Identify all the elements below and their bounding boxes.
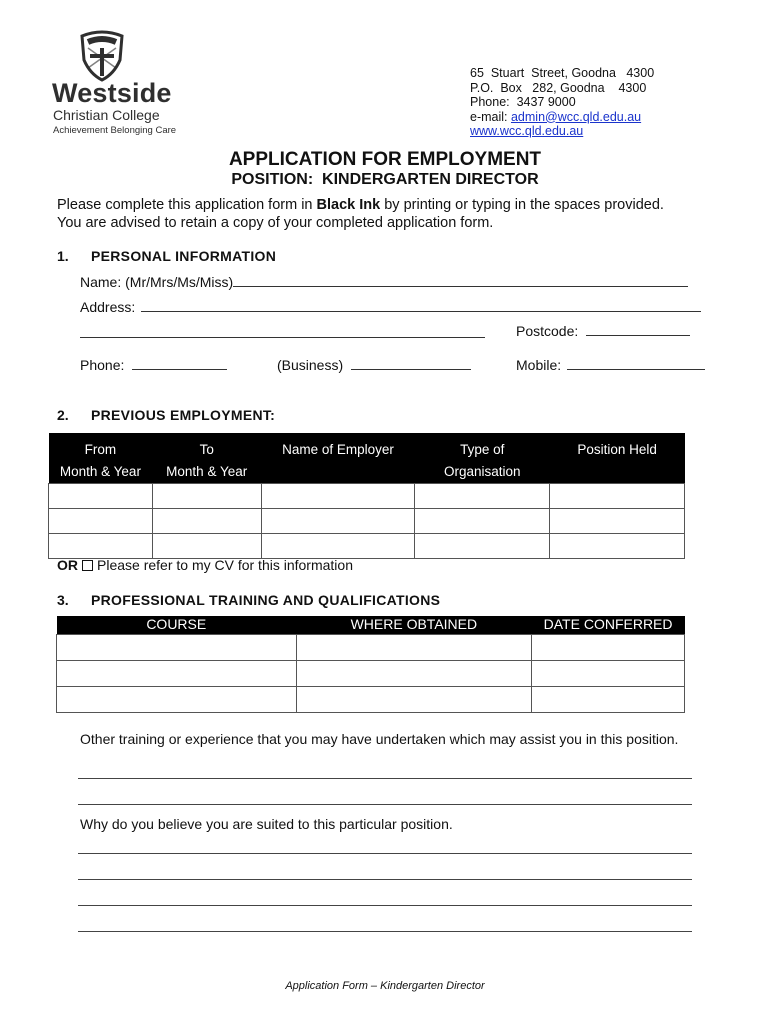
table-cell[interactable]: [296, 634, 532, 660]
table-cell[interactable]: [152, 509, 261, 534]
qualifications-table: [56, 616, 685, 713]
table-cell[interactable]: [550, 534, 685, 559]
header-from: From Month & Year: [49, 433, 153, 484]
other-training-question: Other training or experience that you may have undertaken which may assist you in this position.: [80, 731, 679, 747]
section-2-number: 2.: [57, 407, 69, 423]
answer-line: [78, 931, 692, 932]
table-cell[interactable]: [261, 509, 415, 534]
table-cell[interactable]: [57, 660, 297, 686]
table-cell[interactable]: [49, 509, 153, 534]
table-cell[interactable]: [296, 660, 532, 686]
instructions-retain-copy: You are advised to retain a copy of your completed application form.: [57, 214, 494, 231]
table-cell[interactable]: [57, 686, 297, 712]
address-label: Address:: [80, 299, 136, 315]
address-phone: Phone: 3437 9000: [470, 95, 576, 109]
website-link[interactable]: www.wcc.qld.edu.au: [470, 124, 584, 138]
form-title: APPLICATION FOR EMPLOYMENT: [228, 149, 542, 170]
section-1-title: PERSONAL INFORMATION: [91, 248, 277, 264]
answer-line: [78, 905, 692, 906]
instructions-text: Please complete this application form in: [57, 197, 317, 213]
section-1-number: 1.: [57, 248, 69, 264]
mobile-field[interactable]: [516, 357, 705, 373]
name-field[interactable]: [80, 274, 710, 290]
business-phone-field[interactable]: [277, 357, 471, 373]
postcode-field[interactable]: [516, 323, 690, 339]
table-cell[interactable]: [415, 484, 550, 509]
table-cell[interactable]: [550, 484, 685, 509]
cv-option-text: Please refer to my CV for this information: [97, 557, 353, 573]
table-cell[interactable]: [152, 484, 261, 509]
address-email-row: [470, 110, 654, 125]
table-row: [49, 509, 685, 534]
table-row: [49, 484, 685, 509]
mobile-label: Mobile:: [516, 357, 562, 373]
table-row: [49, 534, 685, 559]
cv-checkbox[interactable]: [82, 560, 93, 571]
other-training-answer[interactable]: [78, 760, 692, 810]
qualifications-header-row: [57, 616, 685, 634]
table-cell[interactable]: [296, 686, 532, 712]
table-cell[interactable]: [57, 634, 297, 660]
address-po-box: P.O. Box 282, Goodna 4300: [470, 80, 647, 95]
logo-college-name: Westside: [52, 78, 172, 108]
email-link[interactable]: admin@wcc.qld.edu.au: [510, 109, 642, 124]
instructions-text-cont: by printing or typing in the spaces provided.: [380, 197, 664, 213]
section-3-number: 3.: [57, 592, 69, 608]
table-row: [57, 660, 685, 686]
address-line-2[interactable]: [80, 337, 485, 338]
table-cell[interactable]: [415, 534, 550, 559]
header-course: COURSE: [57, 616, 297, 634]
cv-option: [57, 557, 353, 573]
table-cell[interactable]: [532, 686, 685, 712]
business-label: (Business): [277, 357, 344, 373]
address-field[interactable]: [80, 299, 710, 315]
why-suited-question: Why do you believe you are suited to this particular position.: [80, 816, 453, 832]
postcode-label: Postcode:: [516, 323, 579, 339]
logo-college-subtitle: Christian College: [53, 107, 160, 123]
previous-employment-table: [48, 433, 685, 559]
header-org-type: Type of Organisation: [415, 433, 550, 484]
answer-line: [78, 778, 692, 779]
table-cell[interactable]: [532, 634, 685, 660]
address-street: 65 Stuart Street, Goodna 4300: [470, 66, 655, 80]
email-label: e-mail:: [470, 109, 511, 124]
header-employer: Name of Employer: [261, 433, 415, 484]
header-where-obtained: WHERE OBTAINED: [296, 616, 532, 634]
table-cell[interactable]: [152, 534, 261, 559]
or-label: OR: [57, 557, 78, 573]
table-row: [57, 686, 685, 712]
table-cell[interactable]: [49, 534, 153, 559]
answer-line: [78, 853, 692, 854]
answer-line: [78, 804, 692, 805]
page-footer: Application Form – Kindergarten Director: [285, 980, 485, 992]
table-row: [57, 634, 685, 660]
section-2-title: PREVIOUS EMPLOYMENT:: [91, 407, 276, 423]
college-crest-logo: [78, 30, 126, 82]
employment-header-row: [49, 433, 685, 484]
header-date-conferred: DATE CONFERRED: [532, 616, 685, 634]
table-cell[interactable]: [415, 509, 550, 534]
table-cell[interactable]: [532, 660, 685, 686]
answer-line: [78, 879, 692, 880]
logo-motto: Achievement Belonging Care: [53, 125, 177, 136]
address-web-row: [470, 124, 654, 139]
header-position: Position Held: [550, 433, 685, 484]
section-3-title: PROFESSIONAL TRAINING AND QUALIFICATIONS: [91, 592, 441, 608]
college-address: [470, 66, 654, 139]
form-instructions: [57, 197, 737, 232]
table-cell[interactable]: [550, 509, 685, 534]
position-title: POSITION: KINDERGARTEN DIRECTOR: [231, 171, 539, 188]
name-label: Name: (Mr/Mrs/Ms/Miss): [80, 274, 234, 290]
table-cell[interactable]: [261, 484, 415, 509]
header-to: To Month & Year: [152, 433, 261, 484]
phone-field[interactable]: [80, 357, 227, 373]
why-suited-answer[interactable]: [78, 830, 692, 940]
instructions-bold: Black Ink: [316, 197, 381, 213]
table-cell[interactable]: [261, 534, 415, 559]
phone-label: Phone:: [80, 357, 125, 373]
table-cell[interactable]: [49, 484, 153, 509]
